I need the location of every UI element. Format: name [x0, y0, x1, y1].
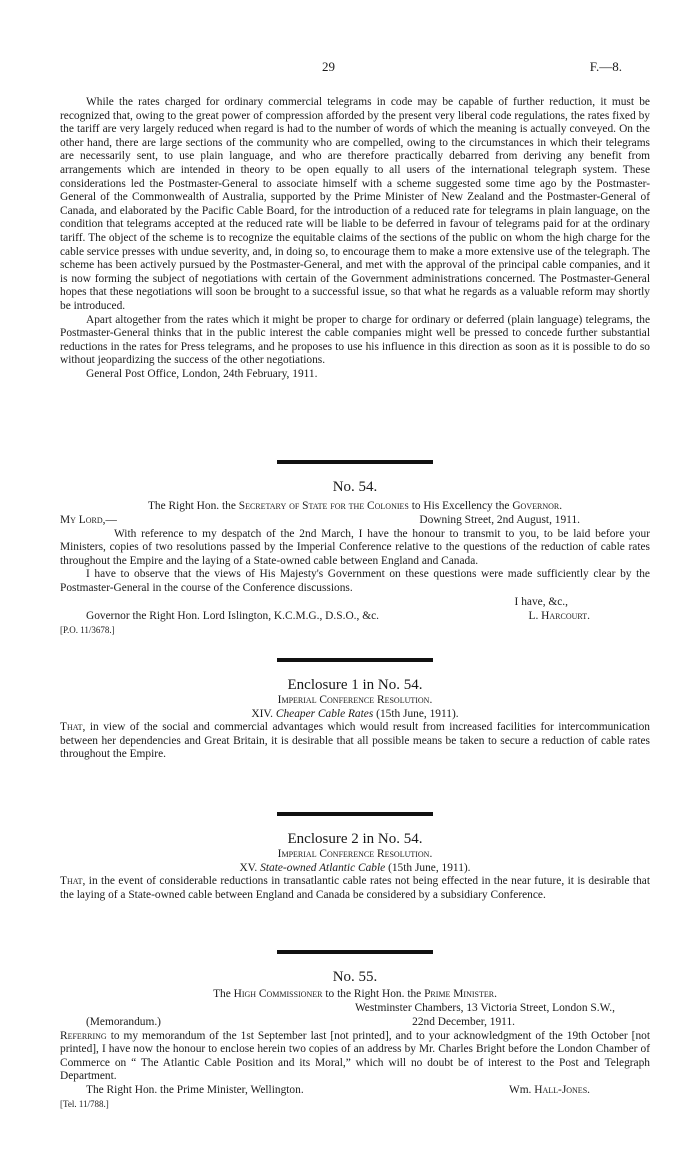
enclosure1-res-title: Cheaper Cable Rates [275, 707, 374, 720]
no55-date: 22nd December, 1911. [412, 1015, 515, 1028]
enclosure2-res-date: (15th June, 1911). [385, 861, 471, 874]
no54-sign-initial: L. [528, 609, 542, 622]
no54-heading [60, 500, 650, 514]
intro-dateline: General Post Office, London, 24th February, 1911. [86, 367, 318, 380]
no55-memo-row [60, 1016, 650, 1030]
enclosure2-title: Enclosure 2 in No. 54. [287, 831, 423, 847]
no55-section [60, 950, 650, 1112]
no54-closing-row [60, 596, 650, 610]
document-signature: F.—8. [589, 59, 622, 74]
enclosure1-res-date: (15th June, 1911). [373, 707, 459, 720]
intro-paragraph-2: Apart altogether from the rates which it might be proper to charge for ordinary or deferred (plain language) telegrams, the Postmaster-General thinks that in the public interest the cable companies might well be pressed to concede further substantial reductions in the rates for Press telegrams, and he proposes to use his influence in this direction as soon as it is possible to do so without jeopardizing the success of the other negotiations. [60, 313, 650, 367]
no54-place-date: Downing Street, 2nd August, 1911. [419, 513, 580, 526]
no55-address-row [60, 1002, 650, 1016]
no54-signature [529, 610, 590, 624]
enclosure1-title: Enclosure 1 in No. 54. [287, 677, 423, 693]
enclosure2-res-title: State-owned Atlantic Cable [260, 861, 386, 874]
enclosure2-subtitle: Imperial Conference Resolution. [277, 848, 433, 860]
enclosure1-res-num: XIV. [251, 707, 276, 720]
enclosure1-section [60, 658, 650, 762]
enclosure2-body: , in the event of considerable reductions in transatlantic cable rates not being effected in the near future, it is desirable that the laying of a State-owned cable between England and Canada be considered by a subsidiary Conference. [60, 875, 650, 901]
no54-salutation: My Lord,— [60, 513, 117, 526]
no54-heading-to: Governor. [512, 500, 563, 512]
no54-paragraph-1: With reference to my despatch of the 2nd March, I have the honour to transmit to you, to be laid before your Ministers, copies of two resolutions passed by the Imperial Conference relative to the questions of the reduction of cable rates throughout the Empire and the laying of a State-owned cable between England and Canada. [60, 527, 650, 567]
no54-heading-from: Secretary of State for the Colonies [238, 500, 409, 512]
no55-body: to my memorandum of the 1st September last [not printed], and to your acknowledgment of the 19th October [not printed], I have now the honour to enclose herein two copies of an address by Mr. Charles Bright before the London Chamber of Commerce on “ The Atlantic Cable Position and its Moral,” which will no doubt be of interest to the Post and Telegraph Department. [60, 1029, 650, 1083]
no55-heading-from: High Commissioner [233, 988, 323, 1000]
no54-heading-mid: to His Excellency the [408, 500, 513, 512]
no54-closing: I have, &c., [514, 595, 568, 608]
no55-reference: [Tel. 11/788.] [60, 1098, 109, 1109]
no55-title: No. 55. [332, 969, 378, 985]
no54-sign-name: Harcourt. [541, 609, 590, 622]
no54-paragraph-2: I have to observe that the views of His Majesty's Government on these questions were made sufficiently clear by the Postmaster-General in the course of the Conference discussions. [60, 568, 650, 594]
no55-heading-pre: The [213, 988, 234, 1000]
page-number: 29 [322, 59, 335, 74]
enclosure2-lead: That [60, 875, 83, 888]
no55-memo: (Memorandum.) [86, 1015, 161, 1028]
enclosure1-resolution [60, 708, 650, 722]
no54-sign-row [60, 610, 650, 624]
no55-addressee: The Right Hon. the Prime Minister, Wellington. [86, 1083, 304, 1096]
no55-address: Westminster Chambers, 13 Victoria Street, London S.W., [354, 1001, 615, 1014]
no55-heading-mid: to the Right Hon. the [322, 988, 425, 1000]
enclosure2-section [60, 812, 650, 902]
no54-heading-pre: The Right Hon. the [147, 500, 239, 512]
no54-title: No. 54. [332, 479, 378, 495]
no55-lead: Referring [60, 1029, 107, 1042]
no54-salutation-row [60, 514, 650, 528]
enclosure2-text [60, 875, 650, 902]
no55-sign-name: Hall-Jones. [534, 1083, 590, 1096]
enclosure1-body: , in view of the social and commercial advantages which would result from increased facilities for intercommunication between her dependencies and Great Britain, it is desirable that all possible means be taken to secure a reduction of cable rates throughout the Empire. [60, 721, 650, 761]
enclosure1-lead: That [60, 721, 83, 734]
enclosure2-resolution [60, 862, 650, 876]
no54-section [60, 460, 650, 637]
no55-signature [509, 1084, 590, 1098]
intro-paragraph-1: While the rates charged for ordinary commercial telegrams in code may be capable of further reduction, it must be recognized that, owing to the great power of compression afforded by the present very liberal code regulations, the rates fixed by the tariff are very largely reduced when regard is had to the number of words of which the meaning is actually conveyed. On the other hand, there are large sections of the community who are compelled, owing to the circumstances in which their telegrams are necessarily sent, to use plain language, and who are therefore practically debarred from deriving any benefit from arrangements which are intended in theory to be open equally to all users of the international telegraph system. These considerations led the Postmaster-General to associate himself with a scheme suggested some time ago by the Postmaster-General of the Commonwealth of Australia, supported by the Prime Minister of New Zealand and the Postmaster-General of Canada, and elaborated by the Pacific Cable Board, for the introduction of a reduced rate for telegrams in plain language, on the condition that telegrams accepted at the reduced rate will be liable to be deferred in favour of telegrams paid for at the ordinary tariff. The object of the scheme is to recognize the equitable claims of the sections of the public on whom the high charge for the cable service presses with undue severity, and, in doing so, to encourage them to make a more extensive use of the telegraph. The scheme has been actively pursued by the Postmaster-General, and met with the approval of the principal cable companies, and it is now forming the subject of negotiations with certain of the Government administrations concerned. The Postmaster-General hopes that these negotiations will soon be brought to a successful issue, so that what he regards as a valuable reform may shortly be introduced. [60, 96, 650, 312]
enclosure1-subtitle: Imperial Conference Resolution. [277, 694, 433, 706]
enclosure1-text [60, 721, 650, 762]
no55-heading [60, 988, 650, 1002]
no54-reference: [P.O. 11/3678.] [60, 624, 115, 635]
no55-text [60, 1030, 650, 1084]
no55-sign-initial: Wm. [508, 1083, 535, 1096]
intro-section [60, 96, 650, 381]
no55-sign-row [60, 1084, 650, 1098]
no55-heading-to: Prime Minister. [424, 988, 497, 1000]
enclosure2-res-num: XV. [239, 861, 261, 874]
no54-addressee: Governor the Right Hon. Lord Islington, K.C.M.G., D.S.O., &c. [86, 609, 379, 622]
page-header [0, 60, 700, 76]
